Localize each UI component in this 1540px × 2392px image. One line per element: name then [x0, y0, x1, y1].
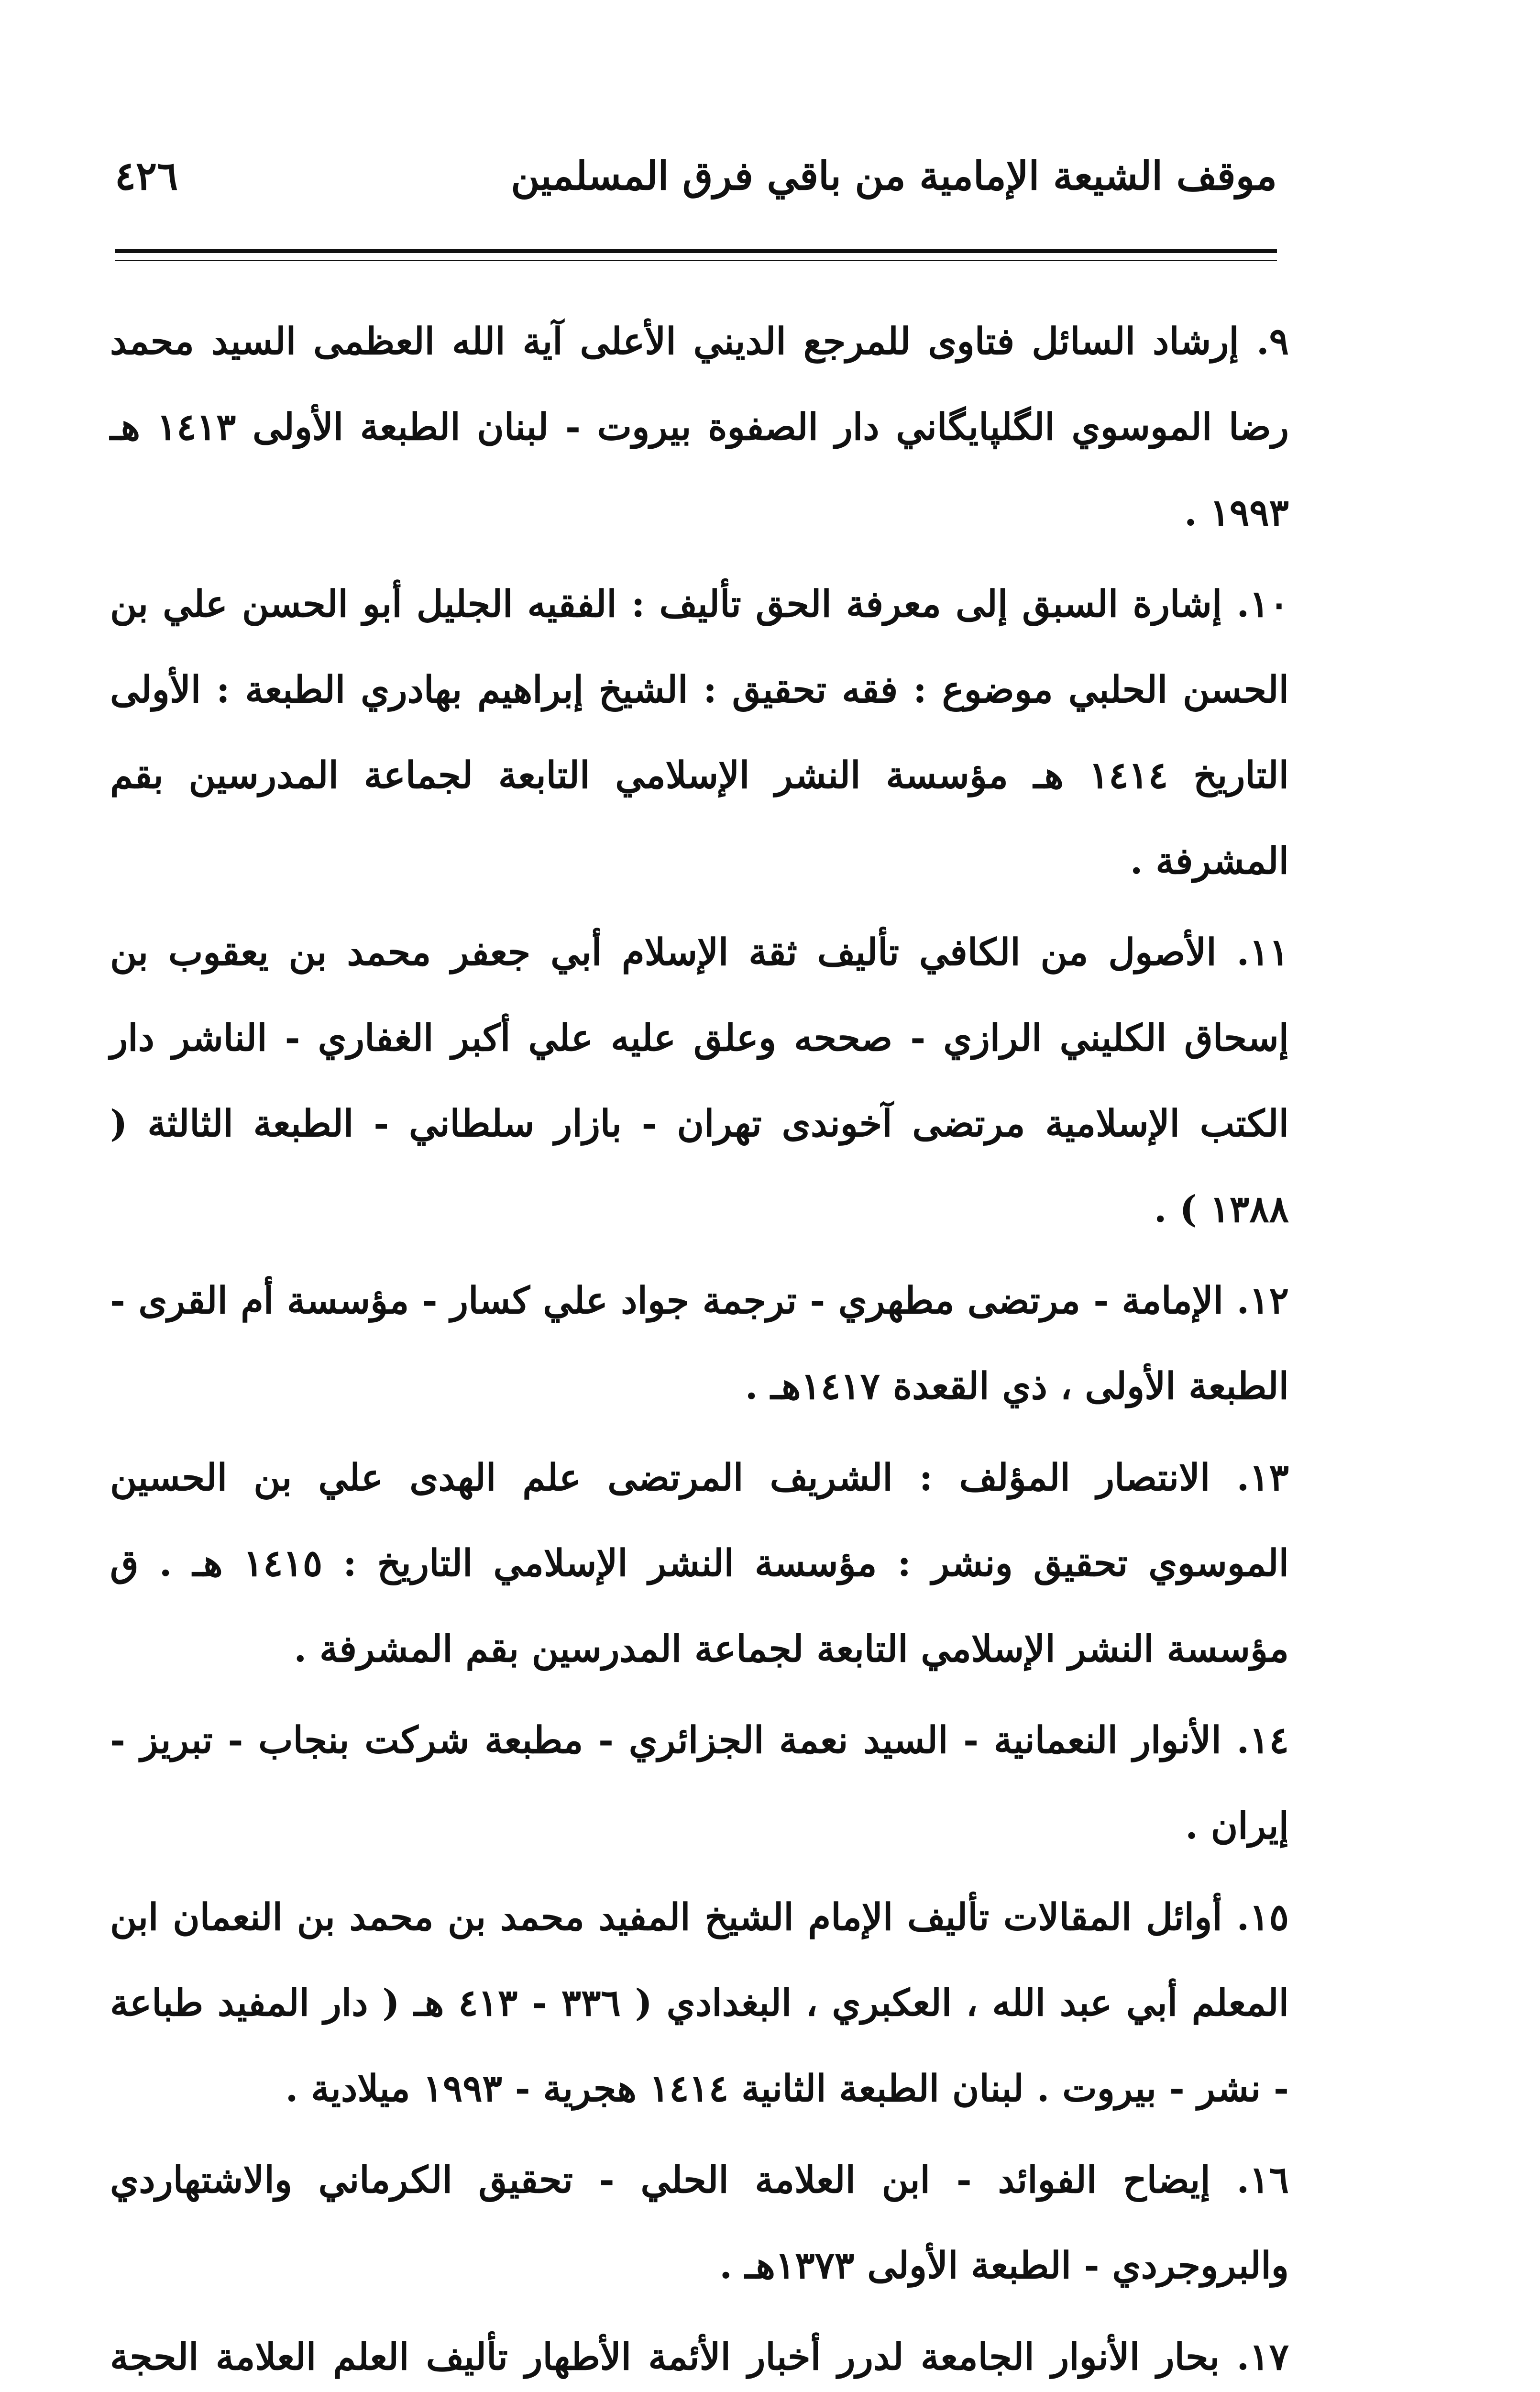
entry-text: إشارة السبق إلى معرفة الحق تأليف : الفقيه الجليل أبو الحسن علي بن الحسن الحلبي موضوع : فقه تحقيق : الشيخ إبراهيم بهادري الطبعة : الأولى التاريخ ١٤١٤ هـ مؤسسة النشر الإسلامي التابعة لجماعة المدرسين بقم المشرفة . — [110, 583, 1289, 883]
entry-number: ١٥. — [1236, 1896, 1289, 1939]
running-title: موقف الشيعة الإمامية من باقي فرق المسلمين — [511, 153, 1277, 199]
entry-text: أوائل المقالات تأليف الإمام الشيخ المفيد محمد بن محمد بن النعمان ابن المعلم أبي عبد الله ، العكبري ، البغدادي ( ٣٣٦ - ٤١٣ هـ ( دار المفيد طباعة - نشر - بيروت . لبنان الطبعة الثانية ١٤١٤ هجرية - ١٩٩٣ ميلادية . — [110, 1896, 1289, 2110]
entry-number: ١١. — [1236, 931, 1289, 974]
bibliography-entry — [110, 299, 1289, 556]
bibliography-entry — [110, 1258, 1289, 1429]
bibliography-entry — [110, 1875, 1289, 2132]
bibliography-entry — [110, 2314, 1289, 2392]
header-rule-thick — [115, 249, 1277, 253]
bibliography-entry — [110, 562, 1289, 904]
entry-text: الأصول من الكافي تأليف ثقة الإسلام أبي جعفر محمد بن يعقوب بن إسحاق الكليني الرازي - صححه وعلق عليه علي أكبر الغفاري - الناشر دار الكتب الإسلامية مرتضى آخوندى تهران - بازار سلطاني - الطبعة الثالثة ( ١٣٨٨ ) . — [110, 931, 1289, 1231]
entry-number: ١٣. — [1236, 1456, 1289, 1499]
entry-text: إرشاد السائل فتاوى للمرجع الديني الأعلى آية الله العظمى السيد محمد رضا الموسوي الگلپايگاني دار الصفوة بيروت - لبنان الطبعة الأولى ١٤١٣ هـ ١٩٩٣ . — [110, 320, 1289, 534]
entry-number: ١٢. — [1236, 1279, 1289, 1322]
entry-text: الانتصار المؤلف : الشريف المرتضى علم الهدى علي بن الحسين الموسوي تحقيق ونشر : مؤسسة النشر الإسلامي التاريخ : ١٤١٥ هـ . ق مؤسسة النشر الإسلامي التابعة لجماعة المدرسين بقم المشرفة . — [110, 1456, 1289, 1671]
entry-text: الأنوار النعمانية - السيد نعمة الجزائري - مطبعة شركت بنجاب - تبريز - إيران . — [110, 1719, 1289, 1848]
entry-number: ١٧. — [1236, 2336, 1289, 2379]
header-rule-thin — [115, 260, 1277, 261]
page-header — [115, 148, 1277, 220]
bibliography-entry — [110, 2137, 1289, 2309]
bibliography-entry — [110, 1698, 1289, 1869]
bibliography-list — [110, 299, 1289, 2392]
bibliography-entry — [110, 1435, 1289, 1692]
entry-number: ٩. — [1256, 320, 1289, 363]
entry-text: إيضاح الفوائد - ابن العلامة الحلي - تحقيق الكرماني والاشتهاردي والبروجردي - الطبعة الأولى ١٣٧٣هـ . — [110, 2159, 1289, 2287]
entry-text: الإمامة - مرتضى مطهري - ترجمة جواد علي كسار - مؤسسة أم القرى - الطبعة الأولى ، ذي القعدة ١٤١٧هـ . — [110, 1279, 1289, 1408]
bibliography-entry — [110, 910, 1289, 1252]
entry-number: ١٤. — [1236, 1719, 1289, 1762]
page-number: ٤٢٦ — [115, 153, 178, 199]
entry-number: ١٦. — [1236, 2159, 1289, 2202]
entry-number: ١٠. — [1236, 583, 1289, 626]
entry-text: بحار الأنوار الجامعة لدرر أخبار الأئمة الأطهار تأليف العلم العلامة الحجة — [110, 2336, 1220, 2379]
